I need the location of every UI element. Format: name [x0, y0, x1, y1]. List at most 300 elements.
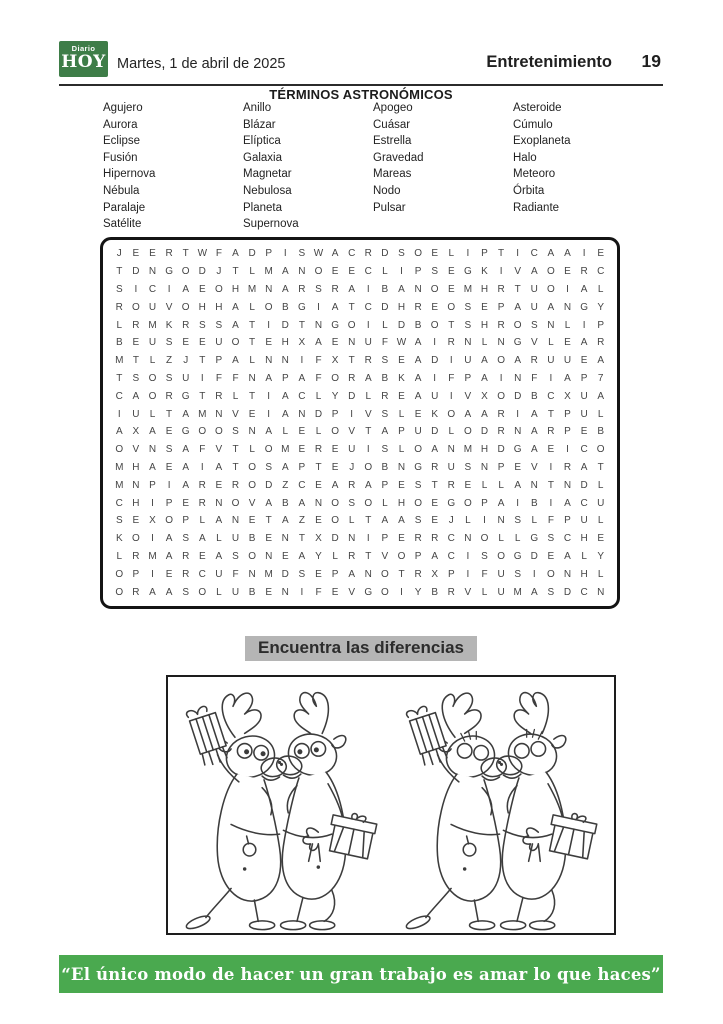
grid-letter: S	[132, 372, 140, 384]
grid-letter: D	[397, 319, 406, 331]
grid-letter: I	[582, 248, 586, 260]
grid-letter: A	[514, 479, 522, 491]
grid-letter: O	[331, 497, 339, 509]
grid-letter: E	[165, 568, 173, 580]
grid-letter: S	[165, 444, 173, 456]
word-list-item: Fusión	[103, 151, 138, 164]
grid-letter: I	[151, 497, 154, 509]
grid-letter: I	[433, 337, 437, 349]
grid-letter: E	[547, 444, 555, 456]
grid-letter: U	[231, 586, 240, 598]
grid-letter: D	[530, 550, 538, 562]
grid-letter: I	[499, 266, 503, 278]
grid-letter: O	[447, 301, 456, 313]
grid-letter: E	[265, 337, 273, 349]
grid-letter: U	[547, 355, 555, 367]
grid-letter: O	[264, 444, 273, 456]
grid-letter: E	[198, 337, 206, 349]
grid-letter: I	[167, 283, 171, 295]
quote-text: “El único modo de hacer un gran trabajo es amar lo que haces”	[61, 964, 661, 984]
grid-letter: V	[215, 444, 223, 456]
grid-letter: U	[580, 408, 588, 420]
grid-letter: V	[514, 266, 522, 278]
grid-letter: E	[149, 248, 156, 260]
grid-letter: U	[597, 497, 605, 509]
grid-letter: E	[198, 283, 206, 295]
date-text: Martes, 1 de abril de 2025	[117, 56, 286, 72]
grid-letter: I	[549, 497, 553, 509]
grid-letter: S	[547, 586, 555, 598]
grid-letter: A	[481, 372, 488, 384]
grid-letter: E	[215, 479, 223, 491]
grid-letter: A	[348, 283, 356, 295]
grid-letter: N	[215, 497, 223, 509]
grid-letter: S	[115, 283, 123, 295]
grid-letter: S	[431, 266, 439, 278]
grid-letter: E	[431, 248, 439, 260]
grid-letter: O	[132, 301, 140, 313]
grid-letter: X	[315, 533, 322, 545]
grid-letter: L	[548, 337, 554, 349]
grid-letter: A	[265, 426, 273, 438]
grid-letter: U	[580, 390, 588, 402]
grid-letter: L	[581, 550, 587, 562]
grid-letter: A	[580, 337, 588, 349]
grid-letter: E	[431, 497, 439, 509]
grid-letter: A	[182, 479, 190, 491]
grid-letter: N	[248, 372, 256, 384]
grid-letter: O	[414, 497, 422, 509]
grid-letter: L	[597, 283, 604, 295]
grid-letter: C	[298, 390, 306, 402]
grid-letter: W	[313, 248, 324, 260]
grid-letter: C	[447, 533, 455, 545]
grid-letter: W	[396, 337, 407, 349]
grid-letter: S	[298, 568, 306, 580]
grid-letter: O	[596, 444, 605, 456]
grid-letter: O	[464, 497, 472, 509]
grid-letter: E	[315, 479, 322, 491]
grid-letter: A	[331, 301, 339, 313]
grid-letter: M	[264, 568, 273, 580]
grid-letter: R	[182, 550, 190, 562]
grid-letter: A	[514, 355, 522, 367]
grid-letter: E	[248, 408, 256, 420]
grid-letter: I	[283, 248, 287, 260]
grid-letter: A	[281, 461, 289, 473]
grid-letter: V	[530, 337, 538, 349]
grid-letter: L	[315, 390, 322, 402]
grid-letter: N	[447, 444, 455, 456]
grid-letter: M	[463, 283, 473, 295]
grid-letter: E	[398, 390, 405, 402]
grid-letter: F	[315, 586, 322, 598]
grid-letter: A	[414, 390, 422, 402]
grid-letter: T	[249, 319, 256, 331]
grid-letter: L	[249, 444, 255, 456]
grid-letter: E	[447, 283, 455, 295]
grid-letter: H	[480, 283, 489, 295]
grid-letter: A	[182, 408, 190, 420]
grid-letter: X	[149, 515, 156, 527]
grid-letter: O	[497, 390, 505, 402]
grid-letter: K	[481, 266, 488, 278]
grid-letter: N	[464, 337, 472, 349]
grid-letter: C	[547, 390, 555, 402]
grid-letter: D	[431, 355, 439, 367]
grid-letter: R	[132, 550, 140, 562]
grid-letter: O	[231, 337, 240, 349]
grid-letter: D	[563, 586, 572, 598]
grid-letter: Z	[166, 355, 173, 367]
grid-letter: R	[331, 283, 339, 295]
grid-letter: T	[348, 355, 355, 367]
grid-letter: M	[115, 355, 124, 367]
grid-letter: L	[348, 515, 355, 527]
word-list-item: Nebulosa	[243, 184, 292, 197]
grid-letter: O	[215, 426, 223, 438]
grid-letter: E	[431, 515, 439, 527]
grid-letter: A	[149, 586, 156, 598]
grid-letter: N	[148, 444, 157, 456]
grid-letter: V	[232, 408, 239, 420]
grid-letter: A	[298, 550, 306, 562]
grid-letter: I	[366, 319, 370, 331]
grid-letter: Y	[597, 550, 605, 562]
grid-letter: I	[549, 372, 553, 384]
grid-letter: F	[232, 372, 239, 384]
grid-letter: I	[433, 372, 437, 384]
grid-letter: T	[597, 461, 604, 473]
grid-letter: V	[165, 301, 173, 313]
grid-letter: A	[132, 390, 140, 402]
grid-letter: E	[547, 550, 555, 562]
grid-letter: X	[298, 337, 306, 349]
grid-letter: R	[447, 586, 455, 598]
grid-letter: I	[366, 283, 370, 295]
grid-letter: C	[364, 301, 372, 313]
grid-letter: K	[165, 319, 173, 331]
grid-letter: O	[215, 283, 223, 295]
grid-letter: F	[315, 355, 322, 367]
grid-letter: L	[232, 390, 239, 402]
grid-letter: R	[381, 390, 389, 402]
grid-letter: Z	[298, 515, 305, 527]
grid-letter: O	[231, 497, 240, 509]
grid-letter: N	[348, 533, 356, 545]
grid-letter: A	[265, 497, 273, 509]
grid-letter: I	[499, 372, 503, 384]
grid-letter: P	[132, 568, 140, 580]
grid-letter: I	[449, 355, 453, 367]
grid-letter: S	[381, 408, 389, 420]
grid-letter: N	[563, 479, 572, 491]
grid-letter: T	[232, 266, 239, 278]
grid-letter: E	[398, 355, 405, 367]
grid-letter: L	[531, 515, 538, 527]
grid-letter: T	[232, 461, 239, 473]
grid-letter: R	[530, 355, 538, 367]
grid-letter: A	[165, 550, 173, 562]
differences-title-wrap	[59, 636, 663, 661]
grid-letter: B	[414, 319, 422, 331]
grid-letter: K	[398, 372, 405, 384]
grid-letter: P	[149, 479, 156, 491]
grid-letter: S	[182, 586, 190, 598]
grid-letter: I	[366, 533, 370, 545]
grid-letter: Y	[414, 586, 422, 598]
word-list-item: Agujero	[103, 102, 143, 114]
grid-letter: E	[398, 533, 405, 545]
grid-letter: A	[149, 461, 156, 473]
grid-letter: N	[514, 426, 522, 438]
grid-letter: I	[200, 372, 204, 384]
grid-letter: G	[364, 586, 373, 598]
grid-letter: E	[597, 248, 605, 260]
grid-letter: V	[381, 550, 389, 562]
word-list-item: Paralaje	[103, 201, 146, 214]
grid-letter: S	[215, 319, 223, 331]
grid-letter: M	[513, 586, 522, 598]
grid-letter: N	[265, 355, 273, 367]
grid-letter: L	[382, 319, 388, 331]
grid-letter: B	[281, 497, 289, 509]
grid-letter: A	[547, 301, 555, 313]
grid-letter: R	[115, 301, 123, 313]
grid-letter: D	[514, 390, 522, 402]
grid-letter: H	[215, 301, 223, 313]
grid-letter: A	[431, 444, 439, 456]
grid-letter: O	[148, 390, 157, 402]
grid-letter: B	[431, 586, 439, 598]
grid-letter: A	[165, 533, 173, 545]
grid-letter: A	[597, 355, 605, 367]
grid-letter: I	[516, 248, 520, 260]
grid-letter: A	[414, 337, 422, 349]
grid-letter: N	[148, 266, 157, 278]
grid-letter: C	[198, 568, 206, 580]
grid-letter: U	[464, 355, 472, 367]
grid-letter: B	[381, 461, 389, 473]
page-number: 19	[641, 51, 661, 71]
grid-letter: E	[580, 355, 588, 367]
grid-letter: A	[232, 319, 239, 331]
grid-letter: U	[215, 337, 223, 349]
grid-letter: W	[197, 248, 208, 260]
grid-letter: P	[497, 301, 505, 313]
grid-letter: P	[497, 461, 505, 473]
grid-letter: U	[447, 461, 455, 473]
grid-letter: E	[265, 533, 273, 545]
grid-letter: E	[298, 426, 306, 438]
grid-letter: O	[115, 586, 124, 598]
grid-letter: I	[267, 390, 271, 402]
grid-letter: O	[115, 568, 124, 580]
grid-letter: Y	[315, 550, 322, 562]
grid-letter: I	[516, 497, 520, 509]
grid-letter: C	[580, 586, 588, 598]
grid-letter: I	[167, 479, 171, 491]
grid-letter: J	[448, 515, 454, 527]
grid-letter: H	[397, 301, 406, 313]
grid-letter: O	[181, 301, 190, 313]
grid-letter: I	[134, 283, 138, 295]
grid-letter: S	[464, 301, 472, 313]
grid-letter: E	[481, 301, 488, 313]
grid-letter: O	[248, 461, 256, 473]
grid-letter: A	[348, 568, 356, 580]
grid-letter: R	[497, 283, 505, 295]
grid-letter: R	[132, 319, 140, 331]
grid-letter: A	[497, 497, 505, 509]
grid-letter: A	[431, 550, 439, 562]
grid-letter: E	[331, 444, 339, 456]
grid-letter: D	[198, 266, 206, 278]
grid-letter: R	[447, 337, 455, 349]
grid-letter: V	[248, 497, 256, 509]
grid-letter: A	[580, 283, 588, 295]
grid-letter: U	[231, 533, 240, 545]
grid-letter: F	[215, 248, 222, 260]
grid-letter: A	[398, 283, 405, 295]
grid-letter: I	[151, 533, 154, 545]
grid-letter: U	[148, 337, 157, 349]
grid-letter: G	[530, 533, 539, 545]
grid-letter: H	[231, 283, 240, 295]
grid-letter: T	[398, 568, 405, 580]
grid-letter: O	[447, 408, 456, 420]
word-list-item: Pulsar	[373, 201, 406, 214]
grid-letter: T	[365, 426, 372, 438]
grid-letter: A	[215, 515, 223, 527]
grid-letter: O	[347, 319, 356, 331]
grid-letter: U	[364, 337, 372, 349]
grid-letter: G	[414, 461, 422, 473]
grid-letter: M	[281, 444, 290, 456]
grid-letter: E	[331, 461, 339, 473]
grid-letter: B	[597, 426, 605, 438]
grid-letter: A	[547, 248, 555, 260]
grid-letter: E	[132, 248, 140, 260]
grid-letter: P	[481, 248, 488, 260]
grid-letter: O	[381, 586, 389, 598]
grid-letter: V	[348, 426, 356, 438]
grid-letter: R	[198, 479, 206, 491]
grid-letter: N	[298, 266, 306, 278]
grid-letter: A	[165, 586, 173, 598]
grid-letter: A	[564, 497, 571, 509]
grid-letter: L	[597, 408, 604, 420]
grid-letter: E	[447, 266, 455, 278]
word-list-item: Cúmulo	[513, 118, 553, 131]
grid-letter: D	[381, 248, 389, 260]
grid-letter: I	[549, 461, 553, 473]
grid-letter: T	[315, 461, 322, 473]
grid-letter: R	[348, 479, 356, 491]
grid-letter: S	[182, 533, 190, 545]
grid-letter: D	[348, 390, 356, 402]
grid-letter: D	[497, 444, 505, 456]
grid-letter: L	[498, 479, 504, 491]
grid-letter: R	[414, 301, 422, 313]
grid-letter: E	[315, 568, 322, 580]
grid-letter: T	[431, 479, 438, 491]
grid-letter: R	[215, 390, 223, 402]
grid-letter: A	[149, 426, 156, 438]
grid-letter: J	[183, 355, 189, 367]
word-list-item: Nodo	[373, 184, 401, 197]
grid-letter: A	[331, 248, 339, 260]
grid-letter: N	[265, 550, 273, 562]
grid-letter: I	[566, 283, 569, 295]
grid-letter: N	[364, 568, 372, 580]
grid-letter: I	[200, 461, 204, 473]
grid-letter: R	[314, 444, 323, 456]
grid-letter: E	[132, 515, 140, 527]
grid-letter: H	[132, 497, 140, 509]
grid-letter: Z	[282, 479, 289, 491]
grid-letter: R	[414, 533, 422, 545]
grid-letter: H	[198, 301, 206, 313]
grid-letter: F	[215, 372, 222, 384]
grid-letter: P	[481, 497, 488, 509]
grid-letter: O	[464, 426, 472, 438]
grid-letter: B	[530, 390, 538, 402]
grid-letter: L	[465, 515, 471, 527]
grid-letter: T	[547, 479, 554, 491]
grid-letter: N	[298, 408, 306, 420]
grid-letter: S	[414, 515, 422, 527]
grid-letter: O	[547, 266, 555, 278]
differences-panel	[166, 675, 616, 935]
grid-letter: S	[232, 550, 239, 562]
grid-letter: T	[249, 390, 256, 402]
grid-letter: S	[414, 479, 422, 491]
grid-letter: P	[398, 426, 405, 438]
grid-letter: A	[580, 461, 588, 473]
grid-letter: E	[165, 426, 173, 438]
grid-letter: I	[532, 568, 536, 580]
grid-letter: V	[348, 586, 356, 598]
grid-letter: A	[298, 497, 306, 509]
grid-letter: S	[232, 426, 239, 438]
grid-letter: N	[563, 568, 572, 580]
header-divider	[59, 84, 663, 86]
grid-letter: C	[364, 266, 372, 278]
grid-letter: S	[514, 568, 522, 580]
grid-letter: E	[182, 337, 190, 349]
grid-letter: A	[232, 355, 239, 367]
grid-letter: L	[365, 390, 372, 402]
grid-letter: A	[530, 586, 538, 598]
grid-letter: A	[281, 408, 289, 420]
grid-letter: C	[447, 550, 455, 562]
grid-letter: A	[182, 283, 190, 295]
grid-letter: M	[463, 444, 473, 456]
grid-letter: L	[448, 248, 455, 260]
grid-letter: R	[431, 533, 439, 545]
grid-letter: A	[514, 301, 522, 313]
word-list-item: Asteroide	[513, 102, 562, 114]
grid-letter: L	[382, 497, 388, 509]
grid-letter: E	[514, 461, 522, 473]
word-list-item: Magnetar	[243, 168, 292, 181]
grid-letter: I	[366, 444, 370, 456]
grid-letter: F	[315, 372, 322, 384]
grid-letter: O	[414, 248, 422, 260]
grid-letter: A	[530, 266, 538, 278]
grid-letter: O	[547, 283, 555, 295]
